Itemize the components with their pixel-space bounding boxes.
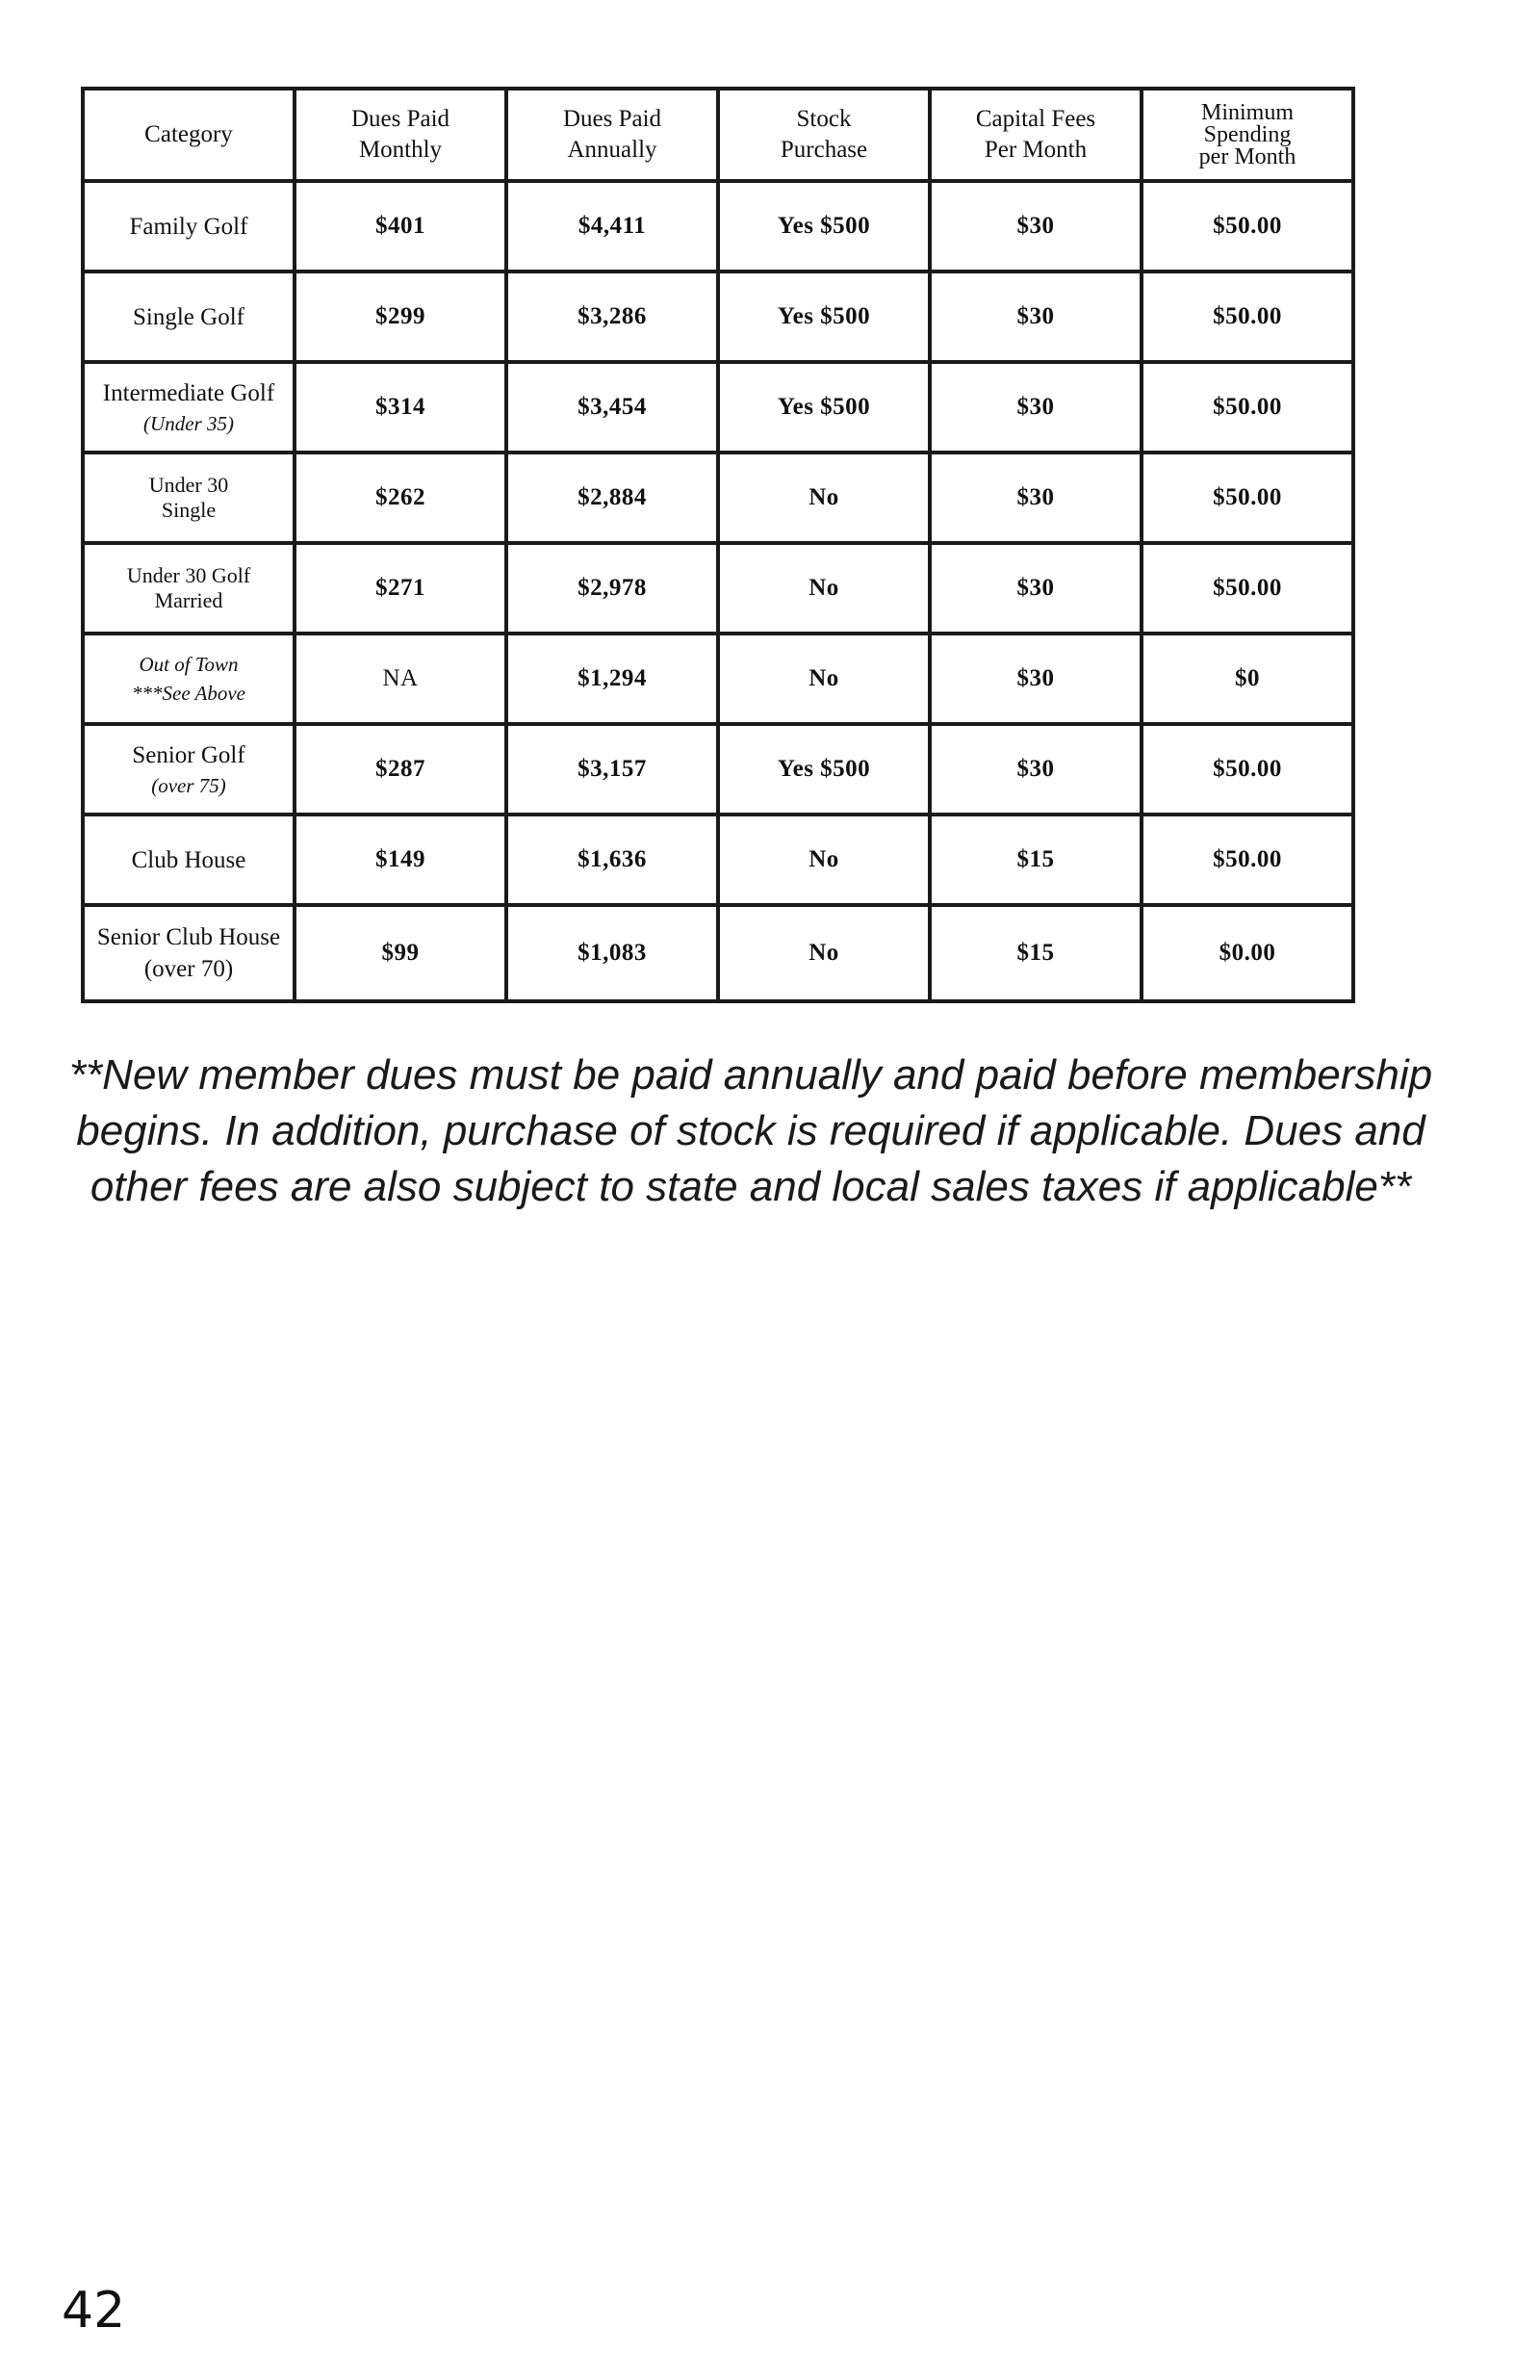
dues-monthly-cell: $271 <box>295 543 506 634</box>
category-cell: Single Golf <box>83 272 295 362</box>
header-category: Category <box>83 89 295 181</box>
stock-purchase-cell: Yes $500 <box>718 724 930 815</box>
minimum-spending-cell: $0.00 <box>1142 905 1353 1001</box>
minimum-spending-cell: $50.00 <box>1142 272 1353 362</box>
header-minimum-spending: Minimum Spending per Month <box>1142 89 1353 181</box>
table-header-row <box>83 89 1353 181</box>
minimum-spending-cell: $50.00 <box>1142 724 1353 815</box>
category-cell: Under 30 Single <box>83 453 295 543</box>
new-member-dues-note: **New member dues must be paid annually and paid before membership begins. In addition, purchase of stock is required if applicable. Dues and other fees are also subject to state and local sales taxes if applicable** <box>68 1051 1433 1210</box>
dues-annually-cell: $3,454 <box>506 362 718 453</box>
capital-fees-cell: $30 <box>930 272 1142 362</box>
stock-purchase-cell: No <box>718 905 930 1001</box>
capital-fees-cell: $15 <box>930 905 1142 1001</box>
table-row <box>83 362 1353 453</box>
table-row <box>83 272 1353 362</box>
header-capital-fees: Capital Fees Per Month <box>930 89 1142 181</box>
category-cell: Intermediate Golf (Under 35) <box>83 362 295 453</box>
dues-monthly-cell: $401 <box>295 181 506 272</box>
page-number: 42 <box>62 2282 126 2340</box>
minimum-spending-cell: $50.00 <box>1142 362 1353 453</box>
membership-dues-table <box>81 87 1355 1003</box>
table-row <box>83 181 1353 272</box>
dues-annually-cell: $1,636 <box>506 815 718 905</box>
dues-annually-cell: $3,157 <box>506 724 718 815</box>
category-cell: Senior Club House (over 70) <box>83 905 295 1001</box>
stock-purchase-cell: Yes $500 <box>718 272 930 362</box>
table-row <box>83 815 1353 905</box>
dues-monthly-cell: $149 <box>295 815 506 905</box>
header-stock-purchase: Stock Purchase <box>718 89 930 181</box>
table-row <box>83 634 1353 724</box>
capital-fees-cell: $30 <box>930 453 1142 543</box>
minimum-spending-cell: $50.00 <box>1142 543 1353 634</box>
minimum-spending-cell: $50.00 <box>1142 181 1353 272</box>
stock-purchase-cell: No <box>718 634 930 724</box>
capital-fees-cell: $30 <box>930 181 1142 272</box>
stock-purchase-cell: No <box>718 543 930 634</box>
stock-purchase-cell: Yes $500 <box>718 181 930 272</box>
table-row <box>83 543 1353 634</box>
capital-fees-cell: $30 <box>930 724 1142 815</box>
category-cell: Under 30 Golf Married <box>83 543 295 634</box>
category-cell: Club House <box>83 815 295 905</box>
dues-annually-cell: $2,884 <box>506 453 718 543</box>
dues-annually-cell: $4,411 <box>506 181 718 272</box>
dues-monthly-cell: $314 <box>295 362 506 453</box>
dues-annually-cell: $1,083 <box>506 905 718 1001</box>
dues-annually-cell: $2,978 <box>506 543 718 634</box>
category-cell: Family Golf <box>83 181 295 272</box>
table-row <box>83 905 1353 1001</box>
stock-purchase-cell: No <box>718 815 930 905</box>
stock-purchase-cell: Yes $500 <box>718 362 930 453</box>
capital-fees-cell: $30 <box>930 362 1142 453</box>
category-cell: Out of Town ***See Above <box>83 634 295 724</box>
capital-fees-cell: $15 <box>930 815 1142 905</box>
dues-annually-cell: $3,286 <box>506 272 718 362</box>
table-row <box>83 724 1353 815</box>
minimum-spending-cell: $50.00 <box>1142 453 1353 543</box>
table-row <box>83 453 1353 543</box>
header-dues-monthly: Dues Paid Monthly <box>295 89 506 181</box>
minimum-spending-cell: $0 <box>1142 634 1353 724</box>
category-cell: Senior Golf (over 75) <box>83 724 295 815</box>
minimum-spending-cell: $50.00 <box>1142 815 1353 905</box>
dues-monthly-cell: $299 <box>295 272 506 362</box>
dues-monthly-cell: $262 <box>295 453 506 543</box>
dues-monthly-cell: $99 <box>295 905 506 1001</box>
capital-fees-cell: $30 <box>930 634 1142 724</box>
header-dues-annually: Dues Paid Annually <box>506 89 718 181</box>
capital-fees-cell: $30 <box>930 543 1142 634</box>
stock-purchase-cell: No <box>718 453 930 543</box>
dues-annually-cell: $1,294 <box>506 634 718 724</box>
dues-monthly-cell: $287 <box>295 724 506 815</box>
dues-monthly-cell: NA <box>295 634 506 724</box>
